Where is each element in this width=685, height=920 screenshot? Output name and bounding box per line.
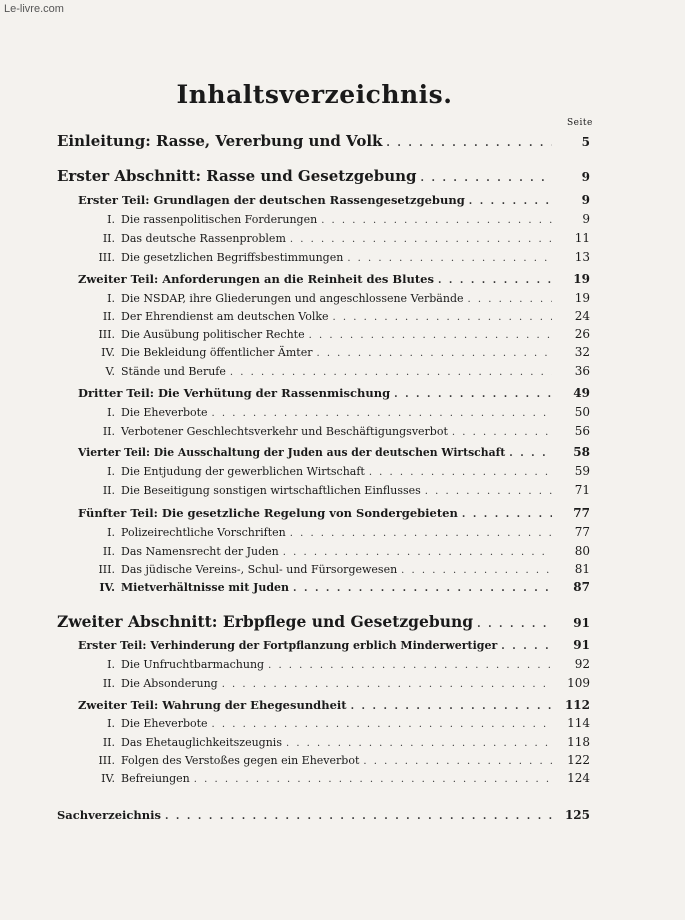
leader-dots — [165, 811, 552, 822]
leader-dots — [394, 389, 552, 400]
toc-roman-numeral: IV. — [101, 346, 115, 359]
toc-entry-chapter[interactable] — [93, 424, 590, 438]
leader-dots — [501, 641, 552, 652]
toc-roman-numeral: II. — [102, 232, 115, 245]
leader-dots — [230, 367, 552, 378]
toc-entry-title: Zweiter Teil: Wahrung der Ehegesundheit — [78, 698, 347, 712]
leader-dots — [469, 196, 552, 207]
leader-dots — [212, 719, 552, 730]
toc-entry-title: Folgen des Verstoßes gegen ein Eheverbot — [121, 754, 360, 767]
toc-entry-introduction[interactable] — [57, 132, 590, 150]
toc-page-number: 26 — [574, 327, 590, 341]
toc-entry-title: Erster Abschnitt: Rasse und Gesetzgebung — [57, 167, 417, 185]
watermark: Le-livre.com — [4, 3, 64, 15]
toc-entry-part[interactable] — [78, 638, 590, 652]
leader-dots — [212, 408, 552, 419]
toc-roman-numeral: II. — [102, 677, 115, 690]
toc-entry-title: Das Ehetauglichkeitszeugnis — [121, 736, 282, 749]
toc-entry-chapter[interactable] — [93, 580, 590, 594]
toc-entry-title: Das jüdische Vereins-, Schul- und Fürsorgewesen — [121, 563, 398, 576]
toc-entry-title: Die Beseitigung sonstigen wirtschaftlichen Einflusses — [121, 484, 421, 497]
toc-page-number: 9 — [581, 170, 590, 184]
toc-page-number: 9 — [581, 193, 590, 207]
toc-entry-title: Dritter Teil: Die Verhütung der Rassenmischung — [78, 386, 391, 400]
leader-dots — [194, 774, 552, 785]
leader-dots — [468, 294, 552, 305]
toc-entry-index[interactable] — [57, 808, 590, 822]
toc-page-number: 32 — [574, 345, 590, 359]
toc-entry-part[interactable] — [78, 193, 590, 207]
toc-roman-numeral: I. — [107, 292, 115, 305]
toc-entry-chapter[interactable] — [93, 657, 590, 671]
toc-entry-chapter[interactable] — [93, 771, 590, 785]
toc-roman-numeral: V. — [105, 365, 115, 378]
toc-entry-chapter[interactable] — [93, 544, 590, 558]
leader-dots — [293, 583, 552, 594]
leader-dots — [347, 253, 552, 264]
toc-page-number: 122 — [567, 753, 590, 767]
toc-entry-part[interactable] — [78, 272, 590, 286]
toc-roman-numeral: II. — [102, 484, 115, 497]
toc-page-number: 109 — [567, 676, 590, 690]
toc-entry-title: Erster Teil: Verhinderung der Fortpflanzung erblich Minderwertiger — [78, 639, 498, 652]
toc-entry-title: Die NSDAP, ihre Gliederungen und angeschlossene Verbände — [121, 292, 464, 305]
leader-dots — [509, 448, 552, 459]
leader-dots — [268, 660, 552, 671]
leader-dots — [309, 330, 552, 341]
toc-entry-title: Zweiter Teil: Anforderungen an die Reinheit des Blutes — [78, 272, 434, 286]
leader-dots — [438, 275, 552, 286]
toc-entry-title: Stände und Berufe — [121, 365, 226, 378]
toc-entry-title: Die Eheverbote — [121, 406, 208, 419]
toc-entry-title: Zweiter Abschnitt: Erbpflege und Gesetzgebung — [57, 612, 474, 631]
leader-dots — [452, 427, 552, 438]
toc-entry-title: Die rassenpolitischen Forderungen — [121, 213, 318, 226]
toc-roman-numeral: II. — [102, 736, 115, 749]
toc-page-number: 77 — [574, 525, 590, 539]
leader-dots — [316, 348, 552, 359]
leader-dots — [369, 467, 552, 478]
leader-dots — [462, 509, 552, 520]
toc-roman-numeral: II. — [102, 545, 115, 558]
leader-dots — [363, 756, 552, 767]
toc-entry-part[interactable] — [78, 698, 590, 712]
toc-entry-part[interactable] — [78, 506, 590, 520]
toc-entry-title: Der Ehrendienst am deutschen Volke — [121, 310, 329, 323]
toc-entry-title: Die Ausübung politischer Rechte — [121, 328, 305, 341]
toc-entry-chapter[interactable] — [93, 562, 590, 576]
toc-entry-chapter[interactable] — [93, 464, 590, 478]
toc-entry-chapter[interactable] — [93, 212, 590, 226]
leader-dots — [401, 565, 552, 576]
toc-roman-numeral: III. — [98, 754, 115, 767]
toc-page-number: 49 — [573, 386, 590, 400]
toc-entry-title: Das deutsche Rassenproblem — [121, 232, 286, 245]
leader-dots — [321, 215, 552, 226]
toc-page-number: 19 — [573, 272, 590, 286]
toc-page-number: 124 — [567, 771, 590, 785]
toc-entry-part[interactable] — [78, 445, 590, 459]
toc-entry-part[interactable] — [78, 386, 590, 400]
leader-dots — [290, 234, 552, 245]
toc-page-number: 77 — [573, 506, 590, 520]
leader-dots — [283, 547, 552, 558]
toc-entry-chapter[interactable] — [93, 525, 590, 539]
toc-page-number: 71 — [574, 483, 590, 497]
toc-page-number: 11 — [574, 231, 590, 245]
toc-entry-chapter[interactable] — [93, 291, 590, 305]
toc-entry-title: Einleitung: Rasse, Vererbung und Volk — [57, 132, 383, 150]
toc-page-number: 125 — [564, 808, 590, 822]
toc-entry-section-1[interactable] — [57, 167, 590, 185]
toc-roman-numeral: I. — [107, 526, 115, 539]
toc-entry-title: Sachverzeichnis — [57, 808, 161, 822]
toc-roman-numeral: II. — [102, 425, 115, 438]
leader-dots — [222, 679, 552, 690]
toc-entry-title: Mietverhältnisse mit Juden — [121, 581, 290, 594]
toc-page-number: 56 — [574, 424, 590, 438]
toc-page-number: 80 — [574, 544, 590, 558]
toc-entry-chapter[interactable] — [93, 716, 590, 730]
toc-entry-title: Die Entjudung der gewerblichen Wirtschaft — [121, 465, 365, 478]
toc-entry-chapter[interactable] — [93, 250, 590, 264]
toc-entry-title: Erster Teil: Grundlagen der deutschen Rassengesetzgebung — [78, 193, 465, 207]
leader-dots — [286, 738, 552, 749]
toc-page-number: 9 — [582, 212, 590, 226]
toc-roman-numeral: III. — [98, 563, 115, 576]
leader-dots — [386, 138, 552, 149]
toc-page-number: 91 — [573, 616, 590, 630]
toc-entry-title: Die Absonderung — [121, 677, 218, 690]
toc-page-number: 92 — [574, 657, 590, 671]
toc-entry-chapter[interactable] — [93, 231, 590, 245]
toc-page-number: 50 — [574, 405, 590, 419]
toc-roman-numeral: I. — [107, 717, 115, 730]
toc-roman-numeral: IV. — [99, 581, 115, 594]
toc-page-number: 81 — [574, 562, 590, 576]
toc-entry-title: Die Eheverbote — [121, 717, 208, 730]
page-column-header: Seite — [567, 118, 593, 128]
toc-roman-numeral: I. — [107, 213, 115, 226]
toc-roman-numeral: I. — [107, 406, 115, 419]
toc-page-number: 59 — [574, 464, 590, 478]
toc-page-number: 5 — [581, 135, 590, 149]
toc-entry-chapter[interactable] — [93, 753, 590, 767]
toc-entry-chapter[interactable] — [93, 345, 590, 359]
toc-page-number: 91 — [573, 638, 590, 652]
toc-page-number: 87 — [573, 580, 590, 594]
toc-page-number: 36 — [574, 364, 590, 378]
toc-entry-chapter[interactable] — [93, 327, 590, 341]
toc-entry-title: Vierter Teil: Die Ausschaltung der Juden aus der deutschen Wirtschaft — [78, 446, 506, 459]
toc-entry-chapter[interactable] — [93, 364, 590, 378]
toc-entry-title: Verbotener Geschlechtsverkehr und Beschäftigungsverbot — [121, 425, 448, 438]
toc-entry-title: Befreiungen — [121, 772, 190, 785]
toc-entry-chapter[interactable] — [93, 676, 590, 690]
toc-roman-numeral: II. — [102, 310, 115, 323]
toc-entry-chapter[interactable] — [93, 735, 590, 749]
toc-roman-numeral: III. — [98, 251, 115, 264]
leader-dots — [477, 619, 552, 630]
toc-roman-numeral: I. — [107, 465, 115, 478]
toc-roman-numeral: III. — [98, 328, 115, 341]
page-title: Inhaltsverzeichnis. — [176, 80, 453, 109]
toc-entry-chapter[interactable] — [93, 405, 590, 419]
toc-roman-numeral: IV. — [101, 772, 115, 785]
toc-page-number: 58 — [573, 445, 590, 459]
toc-page-number: 118 — [567, 735, 590, 749]
leader-dots — [351, 701, 552, 712]
toc-page-number: 24 — [574, 309, 590, 323]
toc-entry-section-2[interactable] — [57, 612, 590, 631]
leader-dots — [421, 173, 552, 184]
toc-entry-title: Die gesetzlichen Begriffsbestimmungen — [121, 251, 344, 264]
leader-dots — [290, 528, 552, 539]
toc-entry-title: Die Bekleidung öffentlicher Ämter — [121, 346, 313, 359]
toc-roman-numeral: I. — [107, 658, 115, 671]
toc-entry-title: Fünfter Teil: Die gesetzliche Regelung von Sondergebieten — [78, 506, 458, 520]
toc-page-number: 13 — [574, 250, 590, 264]
toc-page-number: 112 — [564, 698, 590, 712]
toc-entry-title: Polizeirechtliche Vorschriften — [121, 526, 286, 539]
leader-dots — [425, 486, 552, 497]
toc-entry-chapter[interactable] — [93, 309, 590, 323]
toc-page-number: 19 — [574, 291, 590, 305]
toc-entry-chapter[interactable] — [93, 483, 590, 497]
toc-page-number: 114 — [567, 716, 590, 730]
leader-dots — [333, 312, 552, 323]
toc-entry-title: Die Unfruchtbarmachung — [121, 658, 265, 671]
toc-entry-title: Das Namensrecht der Juden — [121, 545, 279, 558]
